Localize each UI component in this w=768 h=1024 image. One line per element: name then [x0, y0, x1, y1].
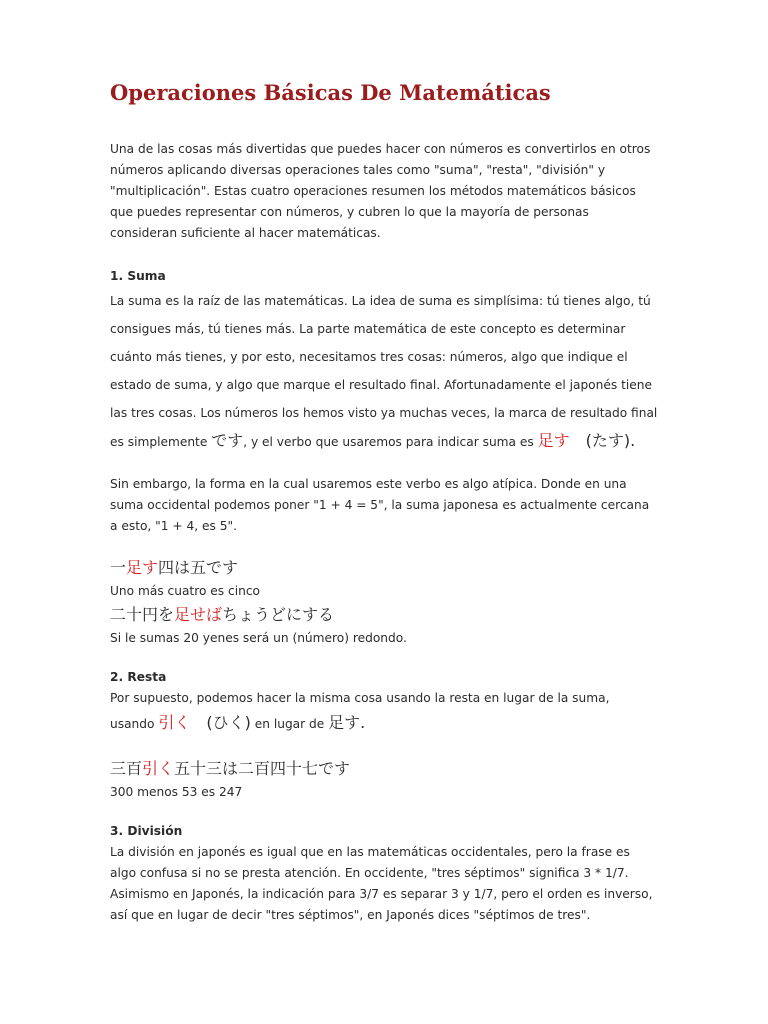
hiku-reading: (ひく): [206, 713, 251, 733]
spacer: [110, 537, 658, 555]
document-page: [110, 80, 658, 926]
suma-p1-mid: , y el verbo que usaremos para indicar suma es: [243, 435, 538, 450]
spacer: [110, 244, 658, 266]
intro-paragraph: Una de las cosas más divertidas que puedes hacer con números es convertirlos en otros números aplicando diversas operaciones tales como "suma", "resta", "división" y "multiplicación". Estas cuatro operaciones resumen los métodos matemáticos básicos que puedes representar con números, y cubren lo que la mayoría de personas consideran suficiente al hacer matemáticas.: [110, 142, 651, 241]
tasu-word: 足す: [537, 431, 570, 451]
spacer: [110, 456, 658, 474]
tasu-reading: (たす).: [585, 431, 636, 451]
resta-example-1: 三百引く五十三は二百四十七です: [110, 759, 351, 779]
hiku-word: 引く: [158, 713, 191, 733]
division-paragraph-1: La división en japonés es igual que en las matemáticas occidentales, pero la frase es algo confusa si no se presta atención. En occidente, "tres séptimos" significa 3 * 1/7. Asimismo en Japonés, la indicación para 3/7 es separar 3 y 1/7, pero el orden es inverso, así que en lugar de decir "tres séptimos", en Japonés dices "séptimos de tres".: [110, 845, 653, 923]
resta-paragraph-2: usando 引く (ひく) en lugar de 足す.: [110, 713, 366, 733]
resta-paragraph-1: Por supuesto, podemos hacer la misma cosa usando la resta en lugar de la suma,: [110, 691, 610, 706]
section-heading-division: 3. División: [110, 824, 183, 839]
suma-example-2-translation: Si le sumas 20 yenes será un (número) redondo.: [110, 631, 407, 646]
highlight-verb: 足せば: [174, 605, 223, 625]
suma-p1-text: La suma es la raíz de las matemáticas. La idea de suma es simplísima: tú tienes algo, tú consigues más, tú tienes más. La parte matemática de este concepto es determinar cuánto más tienes, y por esto, necesitamos tres cosas: números, algo que indique el estado de suma, y algo que marque el resultado final. Afortunadamente el japonés tiene las tres cosas. Los números los hemos visto ya muchas veces, la marca de resultado final es simplemente: [110, 294, 658, 450]
section-heading-suma: 1. Suma: [110, 269, 166, 284]
suma-example-2: 二十円を足せばちょうどにする: [110, 605, 335, 625]
spacer: [110, 738, 658, 756]
suma-paragraph-2: Sin embargo, la forma en la cual usaremos este verbo es algo atípica. Donde en una suma occidental podemos poner "1 + 4 = 5", la suma japonesa es actualmente cercana a esto, "1 + 4, es 5".: [110, 477, 650, 534]
desu-word: です: [211, 431, 244, 451]
section-heading-resta: 2. Resta: [110, 670, 167, 685]
suma-example-1: 一足す四は五です: [110, 558, 239, 578]
suma-example-1-translation: Uno más cuatro es cinco: [110, 584, 260, 599]
suma-paragraph-1: [110, 287, 658, 456]
highlight-verb: 足す: [126, 558, 159, 578]
spacer: [110, 803, 658, 821]
tasu-word: 足す.: [328, 713, 366, 733]
highlight-verb: 引く: [142, 759, 175, 779]
resta-example-1-translation: 300 menos 53 es 247: [110, 785, 243, 800]
spacer: [110, 649, 658, 667]
page-title: Operaciones Básicas De Matemáticas: [110, 80, 551, 105]
